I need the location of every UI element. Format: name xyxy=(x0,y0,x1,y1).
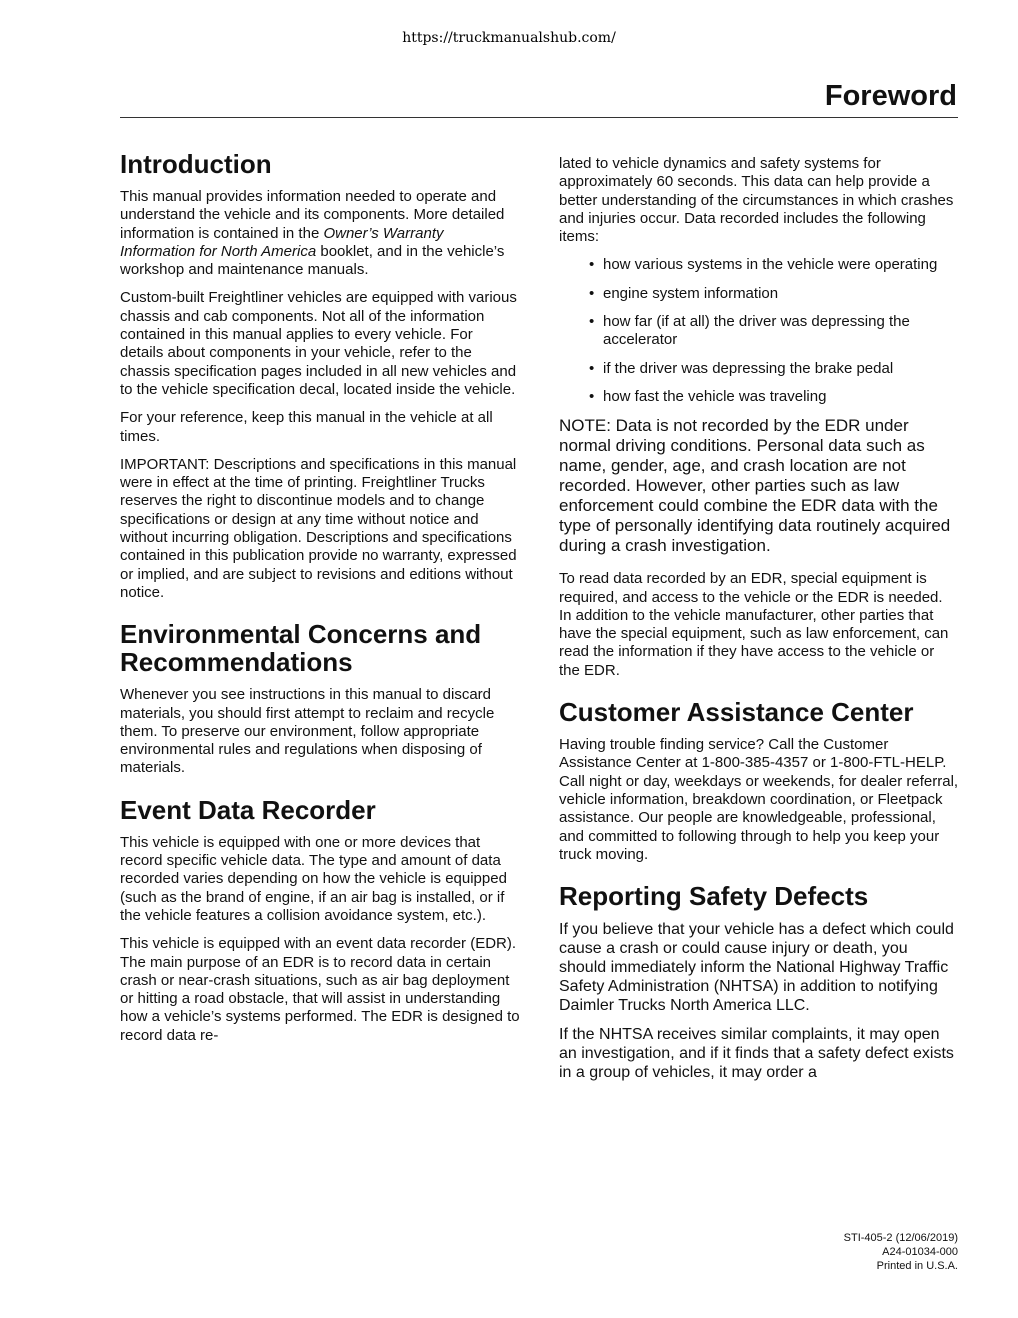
list-item: • engine system information xyxy=(589,285,959,303)
edr-recorded-items-list xyxy=(559,256,959,406)
safety-defects-heading: Reporting Safety Defects xyxy=(559,881,869,912)
edr-paragraph-1: This vehicle is equipped with one or more devices that record specific vehicle data. The type and amount of data recorded varies depending on how the vehicle is equipped (such as the brand of engine, if an air bag is installed, or if the vehicle features a collision avoidance system, etc.). xyxy=(120,833,507,924)
page-title: Foreword xyxy=(824,80,957,112)
header-rule xyxy=(120,117,958,118)
edr-note: NOTE: Data is not recorded by the EDR under normal driving conditions. Personal data such as name, gender, age, and crash location are not recorded. However, other parties such as law enforcement could combine the EDR data with the type of personally identifying data routinely acquired during a crash investigation. xyxy=(559,416,951,556)
source-url: https://truckmanualshub.com/ xyxy=(402,30,616,46)
safety-defects-paragraph-2: If the NHTSA receives similar complaints, it may open an investigation, and if it finds that a safety defect exists in a group of vehicles, it may order a xyxy=(559,1026,954,1082)
list-item: • how various systems in the vehicle were operating xyxy=(589,256,959,274)
edr-section xyxy=(120,796,520,1045)
introduction-paragraph-1 xyxy=(120,188,520,279)
customer-assistance-heading: Customer Assistance Center xyxy=(559,697,914,728)
part-number: A24-01034-000 xyxy=(882,1246,958,1258)
edr-paragraph-4: To read data recorded by an EDR, special equipment is required, and access to the vehicle or the EDR is needed. In addition to the vehicle manufacturer, other parties that have the special equipment, such as law enforcement, can read the information if they have access to the vehicle or the EDR. xyxy=(559,570,949,679)
warranty-booklet-title: Owner’s Warranty Information for North America xyxy=(120,224,444,260)
list-item: • how fast the vehicle was traveling xyxy=(589,388,959,406)
safety-defects-paragraph-1: If you believe that your vehicle has a defect which could cause a crash or could cause injury or death, you should immediately inform the National Highway Traffic Safety Administration (NHTSA) in addition to notifying Daimler Trucks North America LLC. xyxy=(559,921,954,1015)
edr-paragraph-3: lated to vehicle dynamics and safety systems for approximately 60 seconds. This data can help provide a better understanding of the circumstances in which crashes and injuries occur. Data recorded includes the following items: xyxy=(559,155,954,246)
edr-heading: Event Data Recorder xyxy=(120,794,376,825)
printed-in: Printed in U.S.A. xyxy=(876,1260,958,1272)
customer-assistance-section xyxy=(559,698,959,864)
environmental-paragraph: Whenever you see instructions in this manual to discard materials, you should first attempt to reclaim and recycle them. To preserve our environment, follow appropriate environmental rules and regulations when disposing of materials. xyxy=(120,686,495,777)
introduction-paragraph-3: For your reference, keep this manual in the vehicle at all times. xyxy=(120,409,493,445)
important-notice: IMPORTANT: Descriptions and specifications in this manual were in effect at the time of printing. Freightliner Trucks reserves the right to discontinue models and to change specifications or design at any time without notice and without incurring obligation. Descriptions and specifications contained in this publication provide no warranty, expressed or implied, and are subject to revisions and editions without notice. xyxy=(120,455,517,601)
left-column xyxy=(120,150,520,1055)
introduction-section xyxy=(120,150,520,602)
intro-p1-text-a: This manual provides information needed to operate and understand the vehicle and its components. More detailed information is contained in the xyxy=(120,188,505,242)
publication-info xyxy=(844,1231,958,1273)
safety-defects-section xyxy=(559,882,959,1082)
publication-number: STI-405-2 (12/06/2019) xyxy=(843,1232,958,1244)
list-item: • how far (if at all) the driver was depressing the accelerator xyxy=(589,313,959,350)
right-column xyxy=(559,155,959,1092)
list-item: • if the driver was depressing the brake pedal xyxy=(589,360,959,378)
intro-p1-text-b: booklet, and in the vehicle’s workshop and maintenance manuals. xyxy=(120,242,505,279)
environmental-section xyxy=(120,620,520,777)
introduction-paragraph-2: Custom-built Freightliner vehicles are equipped with various chassis and cab components. Not all of the information contained in this manual applies to every vehicle. For details about components in your vehicle, refer to the chassis specification pages included in all new vehicles and to the vehicle specification decal, located inside the vehicle. xyxy=(120,289,517,398)
environmental-heading: Environmental Concerns and Recommendations xyxy=(120,619,482,678)
introduction-heading: Introduction xyxy=(120,149,272,179)
edr-paragraph-2: This vehicle is equipped with an event data recorder (EDR). The main purpose of an EDR is to record data in certain crash or near-crash situations, such as air bag deployment or hitting a road obstacle, that will assist in understanding how a vehicle’s systems performed. The EDR is designed to record data re- xyxy=(120,935,520,1044)
customer-assistance-paragraph: Having trouble finding service? Call the Customer Assistance Center at 1-800-385-4357 or 1-800-FTL-HELP. Call night or day, weekdays or weekends, for dealer referral, vehicle information, breakdown coordination, or Fleetpack assistance. Our people are knowledgeable, professional, and committed to following through to help you keep your truck moving. xyxy=(559,736,959,863)
